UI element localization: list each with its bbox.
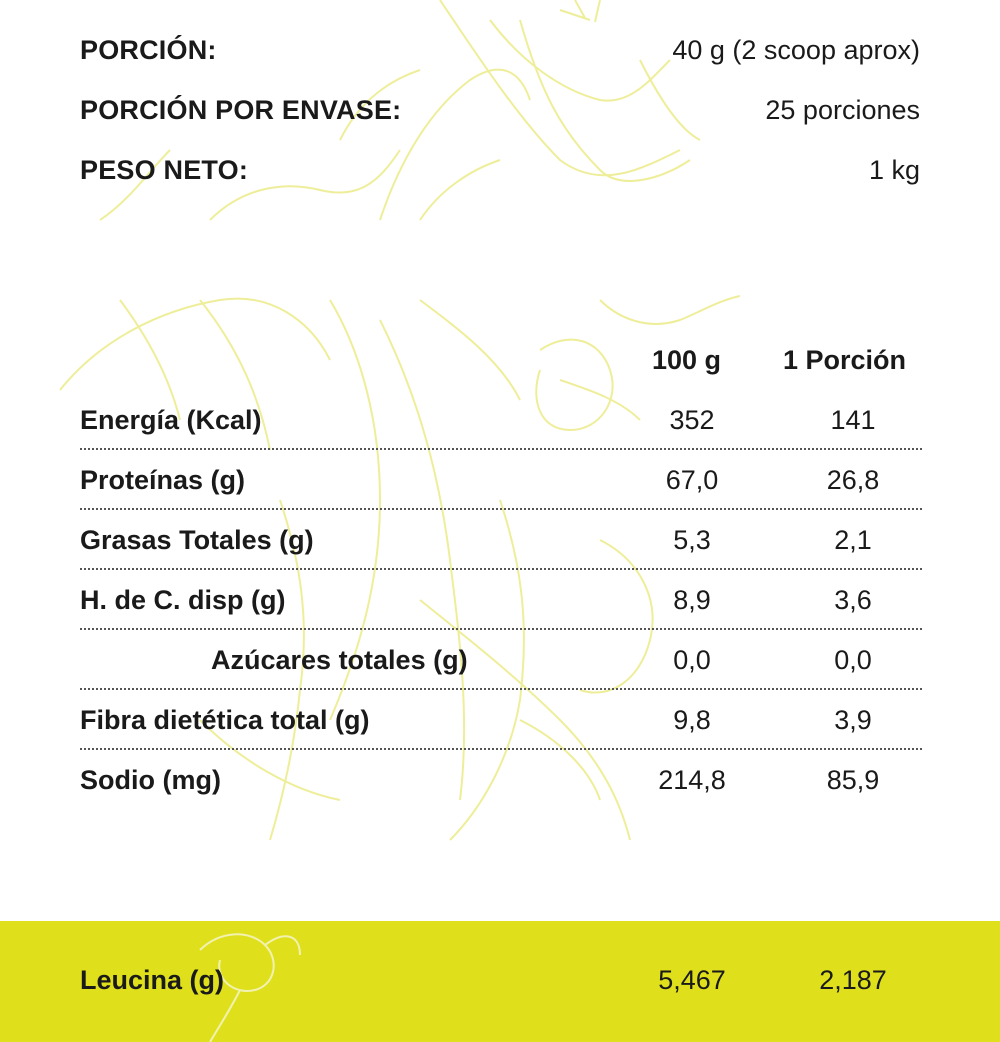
value-per-portion: 85,9 <box>826 764 880 795</box>
value-per-100g: 5,467 <box>658 964 726 995</box>
table-row-leucina <box>80 950 922 1010</box>
nutrient-label-sugars: Azúcares totales (g) <box>211 644 468 675</box>
nutrient-label-fiber: Fibra dietética total (g) <box>80 704 370 735</box>
value-per-100g: 8,9 <box>673 584 711 615</box>
portions-per-pack-label: PORCIÓN POR ENVASE: <box>80 94 402 125</box>
value-per-portion: 141 <box>830 404 876 435</box>
nutrient-label-energy: Energía (Kcal) <box>80 404 262 435</box>
value-per-portion: 3,6 <box>834 584 872 615</box>
table-row <box>80 630 922 690</box>
portions-per-pack-value: 25 porciones <box>765 94 920 125</box>
column-header-per-100g: 100 g <box>652 344 722 375</box>
table-row <box>80 390 922 450</box>
table-row <box>80 510 922 570</box>
table-row <box>80 690 922 750</box>
column-header-per-portion: 1 Porción <box>783 344 907 375</box>
table-row <box>80 450 922 510</box>
net-weight-label: PESO NETO: <box>80 154 249 185</box>
nutrient-label-protein: Proteínas (g) <box>80 464 246 495</box>
value-per-portion: 26,8 <box>826 464 880 495</box>
value-per-portion: 2,1 <box>834 524 872 555</box>
value-per-portion: 0,0 <box>834 644 872 675</box>
nutrient-label-total-fat: Grasas Totales (g) <box>80 524 314 555</box>
table-row <box>80 750 922 810</box>
value-per-portion: 3,9 <box>834 704 872 735</box>
nutrient-label-leucine: Leucina (g) <box>80 964 225 995</box>
net-weight-value: 1 kg <box>868 154 920 185</box>
nutrient-label-carbs: H. de C. disp (g) <box>80 584 286 615</box>
nutrient-label-sodium: Sodio (mg) <box>80 764 221 795</box>
value-per-portion: 2,187 <box>819 964 887 995</box>
portion-label: PORCIÓN: <box>80 34 217 65</box>
summary-row-portion <box>80 20 920 80</box>
summary-row-net-weight <box>80 140 920 200</box>
portion-value: 40 g (2 scoop aprox) <box>672 34 920 65</box>
summary-row-portions-per-pack <box>80 80 920 140</box>
value-per-100g: 352 <box>669 404 715 435</box>
value-per-100g: 5,3 <box>673 524 711 555</box>
value-per-100g: 214,8 <box>658 764 726 795</box>
table-row <box>80 570 922 630</box>
value-per-100g: 67,0 <box>665 464 719 495</box>
value-per-100g: 9,8 <box>673 704 711 735</box>
value-per-100g: 0,0 <box>673 644 711 675</box>
